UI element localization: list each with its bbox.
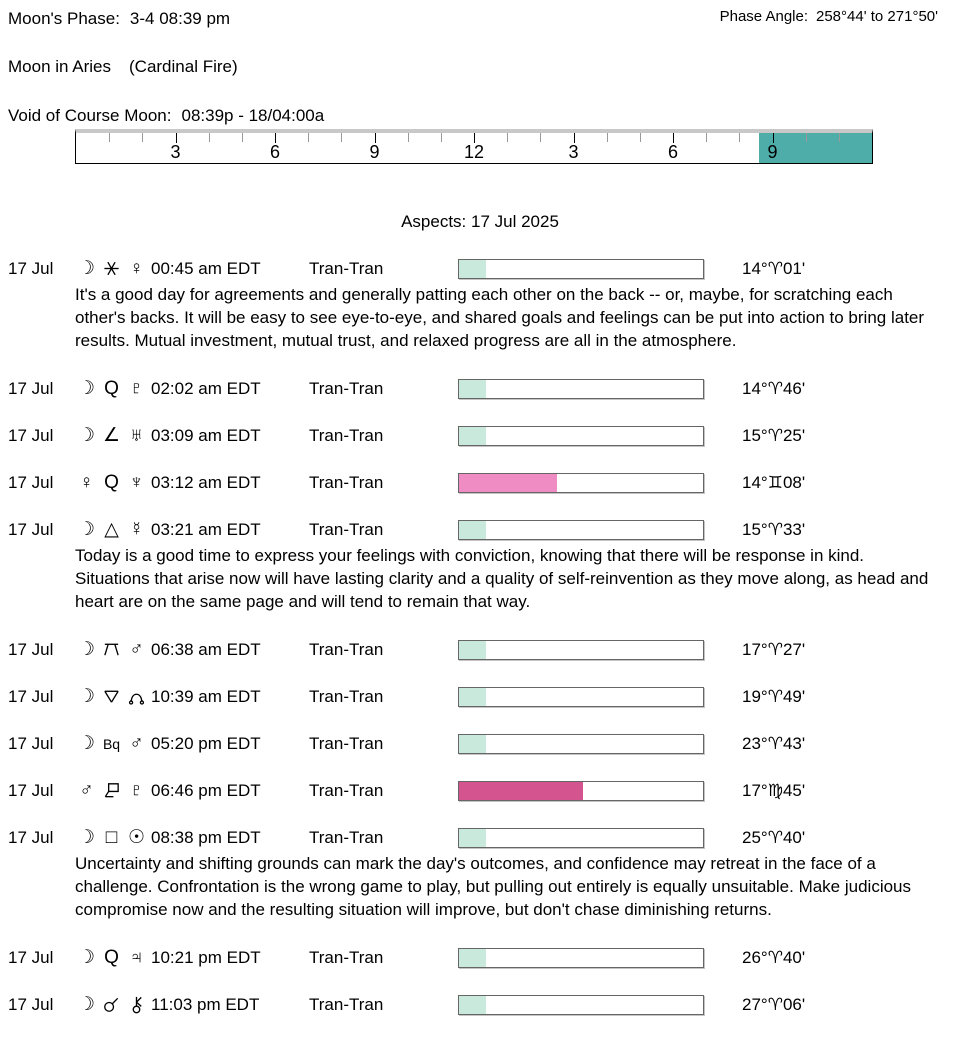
- moon-icon: ☽: [77, 827, 96, 848]
- aspect-glyphs: [75, 379, 151, 398]
- mars-icon: ♂: [129, 733, 144, 754]
- aspect-interpretation-text: It's a good day for agreements and generally patting each other on the back -- or, maybe, for scratching each other's backs. It will be easy to see eye-to-eye, and shared goals and feelings can be put into action to bring later results. Mutual investment, mutual trust, and relaxed progress are all in the atmosphere.: [75, 285, 925, 350]
- aspect-orb-bar-fill: [459, 260, 486, 278]
- aspect-position: 14°♈01': [742, 258, 806, 278]
- aspect-relation: Tran-Tran: [309, 472, 384, 492]
- phase-angle-label: Phase Angle:: [719, 8, 808, 25]
- aspect-position: 14°♊08': [742, 472, 806, 492]
- aspect-date: 17 Jul: [8, 827, 54, 847]
- aspect-row: [0, 827, 960, 848]
- aspect-orb-bar-fill: [459, 427, 486, 445]
- aspect-position: 27°♈06': [742, 994, 806, 1014]
- aspect-orb-bar: [458, 995, 704, 1015]
- aspect-orb-bar-fill: [459, 688, 486, 706]
- pluto-icon: ♇: [129, 378, 144, 399]
- aspect-glyphs: [75, 781, 151, 800]
- moon-phase-label: Moon's Phase:: [8, 9, 120, 28]
- sun-icon: ☉: [127, 827, 146, 848]
- aspect-orb-bar-fill: [459, 474, 557, 492]
- ruler-tick: [441, 133, 442, 142]
- aspect-position: 23°♈43': [742, 733, 806, 753]
- aspect-relation: Tran-Tran: [309, 994, 384, 1014]
- aspect-time: 03:21 am EDT: [151, 519, 261, 539]
- ruler-hour-label: 6: [667, 142, 679, 162]
- void-of-course-line: [0, 106, 960, 126]
- conjunction-icon: [100, 995, 123, 1014]
- square-icon: □: [105, 827, 118, 848]
- void-of-course-ruler: [75, 129, 873, 164]
- aspect-relation: Tran-Tran: [309, 780, 384, 800]
- aspect-position: 15°♈33': [742, 519, 806, 539]
- venus-icon: ♀: [129, 258, 144, 279]
- aspect-time: 10:39 am EDT: [151, 686, 261, 706]
- aspect-orb-bar: [458, 473, 704, 493]
- aspect-orb-bar-fill: [459, 829, 486, 847]
- aspects-title: Aspects: 17 Jul 2025: [401, 212, 559, 231]
- aspect-relation: Tran-Tran: [309, 947, 384, 967]
- ruler-tick: [739, 133, 740, 142]
- aspect-time: 06:46 pm EDT: [151, 780, 261, 800]
- moon-icon: ☽: [77, 639, 96, 660]
- aspect-time: 08:38 pm EDT: [151, 827, 261, 847]
- aspect-position: 15°♈25': [742, 425, 806, 445]
- phase-angle-value: 258°44' to 271°50': [816, 8, 938, 25]
- aspect-row: [0, 258, 960, 279]
- ruler-hour-label: 9: [767, 142, 778, 162]
- aspect-glyphs: [75, 473, 151, 492]
- moon-icon: ☽: [77, 425, 96, 446]
- moon-sign-line: [0, 57, 960, 77]
- aspect-glyphs: [75, 520, 151, 539]
- aspect-relation: Tran-Tran: [309, 639, 384, 659]
- aspect-row: [0, 639, 960, 660]
- aspect-position: 25°♈40': [742, 827, 806, 847]
- aspect-orb-bar: [458, 734, 704, 754]
- aspect-glyphs: [75, 948, 151, 967]
- aspect-orb-bar-fill: [459, 949, 486, 967]
- moon-icon: ☽: [77, 733, 96, 754]
- moon-icon: ☽: [77, 686, 96, 707]
- aspect-interpretation-text: Uncertainty and shifting grounds can mark the day's outcomes, and confidence may retreat in the face of a challenge. Confrontation is the wrong game to play, but pulling out entirely is equally unsuitable. Make judicious compromise now and the resulting situation will improve, but don't chase diminishing returns.: [75, 854, 912, 919]
- ruler-tick: [109, 133, 110, 142]
- aspect-glyphs: [75, 687, 151, 706]
- ruler-tick: [507, 133, 508, 142]
- aspect-time: 03:09 am EDT: [151, 425, 261, 445]
- pluto-icon: ♇: [129, 780, 144, 801]
- mars-icon: ♂: [129, 639, 144, 660]
- phase-angle-line: [720, 8, 938, 25]
- aspect-relation: Tran-Tran: [309, 425, 384, 445]
- aspect-time: 11:03 pm EDT: [151, 994, 260, 1014]
- aspect-row: [0, 994, 960, 1015]
- aspect-orb-bar: [458, 259, 704, 279]
- aspect-orb-bar: [458, 520, 704, 540]
- quintile-icon: Q: [104, 378, 119, 399]
- aspect-orb-bar: [458, 379, 704, 399]
- aspect-orb-bar: [458, 687, 704, 707]
- aspect-glyphs: [75, 426, 151, 445]
- aspect-relation: Tran-Tran: [309, 686, 384, 706]
- aspect-orb-bar-fill: [459, 521, 486, 539]
- aspect-orb-bar: [458, 426, 704, 446]
- aspect-date: 17 Jul: [8, 378, 54, 398]
- quincunx-icon: [100, 640, 123, 659]
- aspect-row: [0, 780, 960, 801]
- ruler-tick: [839, 133, 840, 142]
- aspect-orb-bar: [458, 781, 704, 801]
- mercury-icon: ☿: [129, 519, 144, 540]
- sesquiquadrate-icon: [100, 781, 123, 800]
- aspect-row: [0, 686, 960, 707]
- aspect-row: [0, 472, 960, 493]
- ruler-tick: [640, 133, 641, 142]
- aspect-glyphs: [75, 995, 151, 1014]
- jupiter-icon: ♃: [129, 947, 144, 968]
- quintile-icon: Q: [104, 472, 119, 493]
- aspect-row: [0, 733, 960, 754]
- aspect-relation: Tran-Tran: [309, 519, 384, 539]
- ruler-tick: [242, 133, 243, 142]
- aspect-time: 00:45 am EDT: [151, 258, 261, 278]
- semi-sextile-icon: [100, 687, 123, 706]
- void-of-course-value: 08:39p - 18/04:00a: [181, 106, 325, 125]
- aspect-position: 17°♈27': [742, 639, 806, 659]
- moon-icon: ☽: [77, 994, 96, 1015]
- aspect-date: 17 Jul: [8, 472, 54, 492]
- moon-icon: ☽: [77, 258, 96, 279]
- aspect-orb-bar-fill: [459, 641, 486, 659]
- aspect-orb-bar: [458, 828, 704, 848]
- aspect-orb-bar: [458, 948, 704, 968]
- aspect-position: 19°♈49': [742, 686, 806, 706]
- aspect-relation: Tran-Tran: [309, 733, 384, 753]
- aspect-date: 17 Jul: [8, 519, 54, 539]
- sextile-icon: [100, 259, 123, 278]
- aspect-time: 03:12 am EDT: [151, 472, 261, 492]
- aspect-time: 06:38 am EDT: [151, 639, 261, 659]
- aspect-orb-bar: [458, 640, 704, 660]
- aspect-date: 17 Jul: [8, 686, 54, 706]
- aspect-row: [0, 378, 960, 399]
- aspect-date: 17 Jul: [8, 780, 54, 800]
- void-of-course-label: Void of Course Moon:: [8, 106, 172, 125]
- aspect-rows: [0, 258, 960, 1015]
- ruler-hour-label: 3: [170, 142, 181, 162]
- ruler-hour-label: 3: [568, 142, 579, 162]
- aspect-glyphs: [75, 259, 151, 278]
- moon-icon: ☽: [77, 947, 96, 968]
- aspect-glyphs: [75, 640, 151, 659]
- semi-square-icon: ∠: [102, 425, 121, 446]
- ruler-hour-label: 12: [463, 142, 485, 162]
- ruler-tick: [341, 133, 342, 142]
- ruler-tick: [408, 133, 409, 142]
- ruler-tick: [540, 133, 541, 142]
- aspect-row: [0, 425, 960, 446]
- neptune-icon: ♆: [129, 472, 144, 493]
- chiron-icon: [125, 995, 148, 1014]
- trine-icon: △: [104, 519, 119, 540]
- aspect-position: 17°♍45': [742, 780, 806, 800]
- ruler-tick: [308, 133, 309, 142]
- aspect-time: 05:20 pm EDT: [151, 733, 261, 753]
- moon-phase-value: 3-4 08:39 pm: [129, 9, 231, 28]
- aspect-time: 02:02 am EDT: [151, 378, 261, 398]
- uranus-icon: ♅: [129, 425, 144, 446]
- aspect-relation: Tran-Tran: [309, 827, 384, 847]
- quintile-icon: Q: [104, 947, 119, 968]
- ruler-hour-label: 6: [269, 142, 281, 162]
- aspect-date: 17 Jul: [8, 947, 54, 967]
- aspect-relation: Tran-Tran: [309, 258, 384, 278]
- venus-icon: ♀: [79, 472, 94, 493]
- moon-icon: ☽: [77, 378, 96, 399]
- aspect-date: 17 Jul: [8, 733, 54, 753]
- ruler-tick: [607, 133, 608, 142]
- aspect-interpretation-text: Today is a good time to express your feelings with conviction, knowing that there will be response in kind. Situations that arise now will have lasting clarity and a quality of self-reinvention as they move along, as head and heart are on the same page and will tend to remain that way.: [75, 546, 929, 611]
- moon-icon: ☽: [77, 519, 96, 540]
- aspect-orb-bar-fill: [459, 782, 583, 800]
- moon-sign-name: Moon in Aries: [8, 57, 111, 76]
- ruler-tick: [706, 133, 707, 142]
- ruler-tick: [806, 133, 807, 142]
- aspect-date: 17 Jul: [8, 994, 54, 1014]
- aspect-date: 17 Jul: [8, 639, 54, 659]
- aspect-position: 26°♈40': [742, 947, 806, 967]
- ruler-hour-label: 9: [369, 142, 380, 162]
- aspect-position: 14°♈46': [742, 378, 806, 398]
- aspect-glyphs: [75, 734, 151, 753]
- ruler-tick: [209, 133, 210, 142]
- aspect-row: [0, 519, 960, 540]
- aspect-orb-bar-fill: [459, 380, 486, 398]
- biquintile-icon: Bq: [102, 735, 121, 752]
- north-node-icon: [125, 687, 148, 706]
- aspect-time: 10:21 pm EDT: [151, 947, 261, 967]
- ruler-tick: [142, 133, 143, 142]
- aspect-date: 17 Jul: [8, 425, 54, 445]
- aspect-glyphs: [75, 828, 151, 847]
- moon-sign-attributes: (Cardinal Fire): [129, 57, 238, 76]
- aspect-orb-bar-fill: [459, 996, 486, 1014]
- mars-icon: ♂: [79, 780, 94, 801]
- aspect-relation: Tran-Tran: [309, 378, 384, 398]
- aspect-date: 17 Jul: [8, 258, 54, 278]
- aspect-orb-bar-fill: [459, 735, 486, 753]
- aspect-row: [0, 947, 960, 968]
